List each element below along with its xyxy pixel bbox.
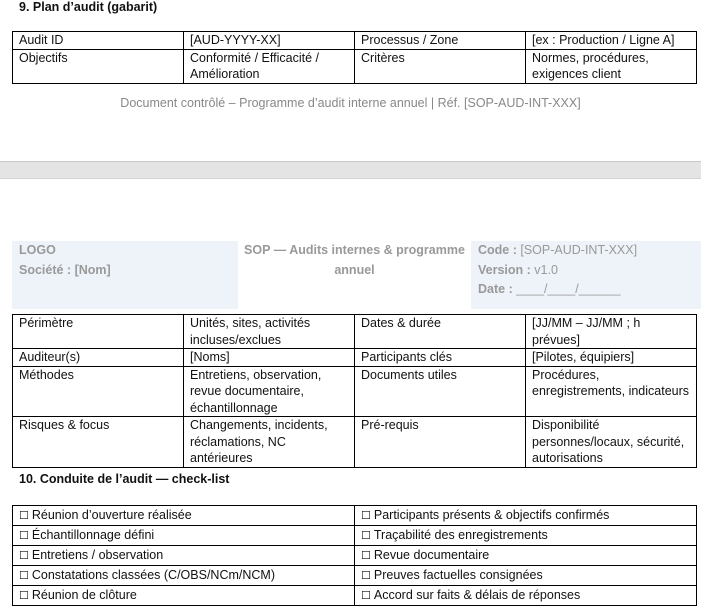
table-cell: [JJ/MM – JJ/MM ; h prévues] xyxy=(526,315,697,349)
table-cell: Méthodes xyxy=(13,366,184,417)
table-cell: Procédures, enregistrements, indicateurs xyxy=(526,366,697,417)
table-cell: Entretiens, observation, revue documentaire, échantillonnage xyxy=(184,366,355,417)
table-cell: Conformité / Efficacité / Amélioration xyxy=(184,49,355,83)
table-row xyxy=(13,417,697,468)
table-cell: Critères xyxy=(355,49,526,83)
doc-code: Code : [SOP-AUD-INT-XXX] xyxy=(478,243,638,257)
table-cell: Dates & durée xyxy=(355,315,526,349)
table-row xyxy=(13,349,697,367)
table-row xyxy=(13,526,697,546)
table-cell: Normes, procédures, exigences client xyxy=(526,49,697,83)
header-logo-block xyxy=(12,241,238,309)
plan-table xyxy=(12,31,697,84)
conduct-section-title: 10. Conduite de l’audit — check-list xyxy=(19,472,230,486)
table-cell: Participants clés xyxy=(355,349,526,367)
logo-placeholder: LOGO xyxy=(19,243,56,257)
table-cell: [Pilotes, équipiers] xyxy=(526,349,697,367)
checklist-item[interactable]: ☐ Accord sur faits & délais de réponses xyxy=(355,586,697,606)
table-cell: Pré-requis xyxy=(355,417,526,468)
table-cell: [AUD-YYYY-XX] xyxy=(184,32,355,50)
checklist-item[interactable]: ☐ Constatations classées (C/OBS/NCm/NCM) xyxy=(13,566,355,586)
checklist-item[interactable]: ☐ Échantillonnage défini xyxy=(13,526,355,546)
checklist-item[interactable]: ☐ Revue documentaire xyxy=(355,546,697,566)
checkbox-icon[interactable]: ☐ xyxy=(19,589,29,602)
table-row xyxy=(13,366,697,417)
document-title: SOP — Audits internes & programme annuel xyxy=(238,241,471,309)
audit-checklist xyxy=(12,505,697,606)
checkbox-icon[interactable]: ☐ xyxy=(19,509,29,522)
table-row xyxy=(13,49,697,83)
checklist-item[interactable]: ☐ Réunion d’ouverture réalisée xyxy=(13,506,355,526)
table-row xyxy=(13,566,697,586)
checkbox-icon[interactable]: ☐ xyxy=(361,589,371,602)
table-cell: Audit ID xyxy=(13,32,184,50)
checkbox-icon[interactable]: ☐ xyxy=(361,569,371,582)
table-cell: Documents utiles xyxy=(355,366,526,417)
checkbox-icon[interactable]: ☐ xyxy=(19,529,29,542)
table-row xyxy=(13,315,697,349)
plan-section-title: 9. Plan d’audit (gabarit) xyxy=(19,0,158,14)
table-cell: Périmètre xyxy=(13,315,184,349)
checklist-item[interactable]: ☐ Entretiens / observation xyxy=(13,546,355,566)
doc-date: Date : ____/____/______ xyxy=(478,282,621,296)
page-break xyxy=(0,161,701,179)
company-name: Société : [Nom] xyxy=(19,262,111,277)
checkbox-icon[interactable]: ☐ xyxy=(19,549,29,562)
checklist-item[interactable]: ☐ Réunion de clôture xyxy=(13,586,355,606)
table-cell: Risques & focus xyxy=(13,417,184,468)
table-cell: Changements, incidents, réclamations, NC antérieures xyxy=(184,417,355,468)
checkbox-icon[interactable]: ☐ xyxy=(361,549,371,562)
table-cell: [Noms] xyxy=(184,349,355,367)
table-cell: [ex : Production / Ligne A] xyxy=(526,32,697,50)
checkbox-icon[interactable]: ☐ xyxy=(361,529,371,542)
table-cell: Objectifs xyxy=(13,49,184,83)
table-cell: Processus / Zone xyxy=(355,32,526,50)
checkbox-icon[interactable]: ☐ xyxy=(19,569,29,582)
table-row xyxy=(13,506,697,526)
table-cell: Auditeur(s) xyxy=(13,349,184,367)
page-footer: Document contrôlé – Programme d’audit interne annuel | Réf. [SOP-AUD-INT-XXX] xyxy=(120,96,581,110)
table-cell: Disponibilité personnes/locaux, sécurité, autorisations xyxy=(526,417,697,468)
checklist-item[interactable]: ☐ Preuves factuelles consignées xyxy=(355,566,697,586)
table-cell: Unités, sites, activités incluses/exclues xyxy=(184,315,355,349)
table-row xyxy=(13,32,697,50)
checkbox-icon[interactable]: ☐ xyxy=(361,509,371,522)
doc-version: Version : v1.0 xyxy=(478,262,558,277)
table-row xyxy=(13,586,697,606)
checklist-item[interactable]: ☐ Participants présents & objectifs confirmés xyxy=(355,506,697,526)
scope-table xyxy=(12,314,697,468)
page-header xyxy=(12,241,701,309)
table-row xyxy=(13,546,697,566)
checklist-item[interactable]: ☐ Traçabilité des enregistrements xyxy=(355,526,697,546)
header-meta-block xyxy=(471,241,701,309)
